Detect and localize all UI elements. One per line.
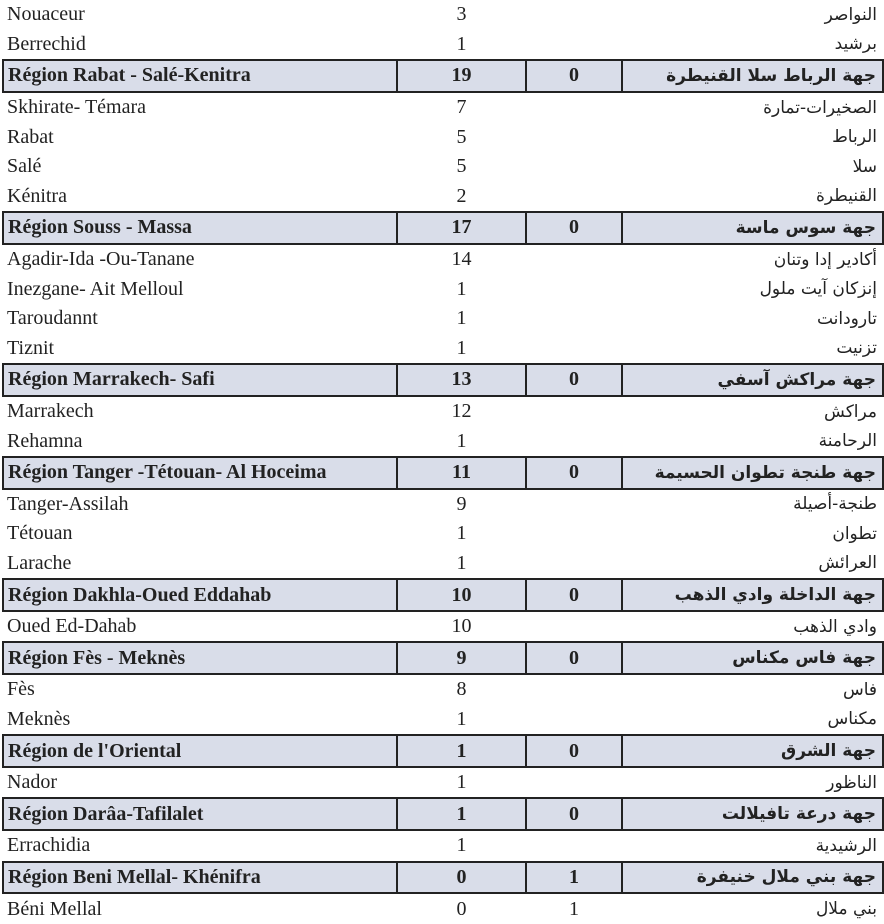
arabic-name-cell: الرحامنة [818,431,877,452]
arabic-name-cell: وادي الذهب [793,616,877,637]
count-cell: 1 [456,522,467,545]
region-row [3,642,883,674]
french-name-cell: Fès [7,678,35,701]
arabic-name-cell: الصخيرات-تمارة [763,97,877,118]
count-cell: 2 [456,184,467,207]
french-name-cell: Taroudannt [7,307,98,330]
arabic-name-cell: العرائش [818,553,877,574]
extra-count-cell [526,334,622,365]
table-row [3,304,883,334]
count-cell: 1 [456,307,467,330]
extra-count-cell [526,426,622,457]
table-row [3,830,883,862]
count-cell: 12 [451,400,472,423]
french-name-cell: Région Fès - Meknès [3,642,397,674]
french-name-cell: Région de l'Oriental [3,735,397,767]
table-row [3,893,883,924]
extra-count-cell [526,674,622,705]
region-row [3,457,883,489]
table-row [3,0,883,30]
count-cell: 14 [451,248,472,271]
french-name-cell: Région Dakhla-Oued Eddahab [3,579,397,611]
extra-count-cell: 0 [526,457,622,489]
french-name-cell: Tanger-Assilah [7,492,129,515]
extra-count-cell: 0 [526,579,622,611]
table-row [3,489,883,520]
count-cell: 9 [397,642,526,674]
table-row [3,519,883,549]
extra-count-cell: 0 [526,642,622,674]
table-row [3,611,883,643]
table-row [3,244,883,275]
french-name-cell: Rehamna [7,429,83,452]
arabic-name-cell: جهة طنجة تطوان الحسيمة [622,457,883,489]
arabic-name-cell: طنجة-أصيلة [793,494,877,515]
french-name-cell: Nador [7,771,57,794]
arabic-name-cell: الرشيدية [815,835,877,856]
count-cell: 1 [456,707,467,730]
arabic-name-cell: تارودانت [816,308,877,329]
arabic-name-cell: مراكش [824,401,877,422]
extra-count-cell: 1 [569,897,579,920]
extra-count-cell [526,396,622,427]
table-row [3,705,883,736]
arabic-name-cell: أكادير إدا وتنان [773,249,877,270]
arabic-name-cell: تزنيت [836,338,877,359]
count-cell: 1 [456,771,467,794]
count-cell: 19 [397,60,526,92]
extra-count-cell: 0 [526,212,622,244]
french-name-cell: Errachidia [7,834,91,857]
count-cell: 13 [397,364,526,396]
count-cell: 1 [456,336,467,359]
region-row [3,364,883,396]
count-cell: 0 [456,897,467,920]
count-cell: 7 [456,96,467,119]
count-cell: 1 [397,798,526,830]
french-name-cell: Meknès [7,707,71,730]
count-cell: 1 [456,32,467,55]
count-cell: 10 [397,579,526,611]
count-cell: 1 [456,834,467,857]
extra-count-cell [526,489,622,520]
arabic-name-cell: القنيطرة [816,186,877,207]
french-name-cell: Région Tanger -Tétouan- Al Hoceima [3,457,397,489]
french-name-cell: Marrakech [7,400,94,423]
extra-count-cell [526,152,622,182]
arabic-name-cell: فاس [842,679,877,700]
count-cell: 11 [397,457,526,489]
arabic-name-cell: تطوان [832,523,877,544]
french-name-cell: Tiznit [7,336,55,359]
table-row [3,182,883,213]
french-name-cell: Inezgane- Ait Melloul [7,277,184,300]
extra-count-cell [526,92,622,123]
table-row [3,426,883,457]
french-name-cell: Tétouan [7,522,73,545]
french-name-cell: Région Marrakech- Safi [3,364,397,396]
arabic-name-cell: الرباط [832,127,877,148]
extra-count-cell [526,244,622,275]
french-name-cell: Région Beni Mellal- Khénifra [3,862,397,894]
french-name-cell: Région Darâa-Tafilalet [3,798,397,830]
extra-count-cell [526,304,622,334]
count-cell: 17 [397,212,526,244]
arabic-name-cell: برشيد [834,34,877,55]
arabic-name-cell: جهة فاس مكناس [622,642,883,674]
table-row [3,122,883,152]
arabic-name-cell: جهة الداخلة وادي الذهب [622,579,883,611]
arabic-name-cell: جهة مراكش آسفي [622,364,883,396]
extra-count-cell [526,274,622,304]
arabic-name-cell: جهة بني ملال خنيفرة [622,862,883,894]
arabic-name-cell: جهة الشرق [622,735,883,767]
extra-count-cell: 0 [526,60,622,92]
french-name-cell: Rabat [7,125,54,148]
arabic-name-cell: جهة الرباط سلا القنيطرة [622,60,883,92]
french-name-cell: Région Souss - Massa [3,212,397,244]
french-name-cell: Salé [7,155,42,178]
region-row [3,735,883,767]
extra-count-cell: 1 [526,862,622,894]
french-name-cell: Région Rabat - Salé-Kenitra [3,60,397,92]
count-cell: 9 [456,492,467,515]
extra-count-cell [526,611,622,643]
french-name-cell: Larache [7,551,72,574]
table-row [3,767,883,799]
count-cell: 1 [456,429,467,452]
extra-count-cell [526,767,622,799]
french-name-cell: Skhirate- Témara [7,96,147,119]
table-row [3,334,883,365]
region-row [3,212,883,244]
extra-count-cell [526,705,622,736]
table-row [3,152,883,182]
region-row [3,60,883,92]
count-cell: 1 [456,277,467,300]
arabic-name-cell: مكناس [827,709,877,730]
extra-count-cell [526,549,622,580]
extra-count-cell [526,519,622,549]
french-name-cell: Agadir-Ida -Ou-Tanane [7,248,195,271]
extra-count-cell [526,0,622,30]
french-name-cell: Béni Mellal [7,897,102,920]
extra-count-cell [526,122,622,152]
arabic-name-cell: جهة سوس ماسة [622,212,883,244]
region-row [3,798,883,830]
arabic-name-cell: النواصر [824,4,877,25]
table-row [3,30,883,61]
count-cell: 8 [456,678,467,701]
table-row [3,549,883,580]
region-row [3,579,883,611]
arabic-name-cell: جهة درعة تافيلالت [622,798,883,830]
count-cell: 1 [397,735,526,767]
region-row [3,862,883,894]
arabic-name-cell: إنزكان آيت ملول [759,279,877,300]
table-row [3,674,883,705]
extra-count-cell: 0 [526,364,622,396]
arabic-name-cell: الناظور [826,772,877,793]
count-cell: 10 [451,615,472,638]
extra-count-cell: 0 [526,798,622,830]
extra-count-cell [526,182,622,213]
table-row [3,274,883,304]
extra-count-cell [526,30,622,61]
count-cell: 5 [456,155,467,178]
count-cell: 3 [456,3,467,26]
arabic-name-cell: بني ملال [815,899,877,920]
french-name-cell: Berrechid [7,32,86,55]
extra-count-cell [526,830,622,862]
count-cell: 5 [456,125,467,148]
table-row [3,396,883,427]
count-cell: 1 [456,551,467,574]
french-name-cell: Kénitra [7,184,67,207]
table-row [3,92,883,123]
french-name-cell: Oued Ed-Dahab [7,615,137,638]
extra-count-cell: 0 [526,735,622,767]
french-name-cell: Nouaceur [7,3,85,26]
arabic-name-cell: سلا [852,156,877,177]
count-cell: 0 [397,862,526,894]
